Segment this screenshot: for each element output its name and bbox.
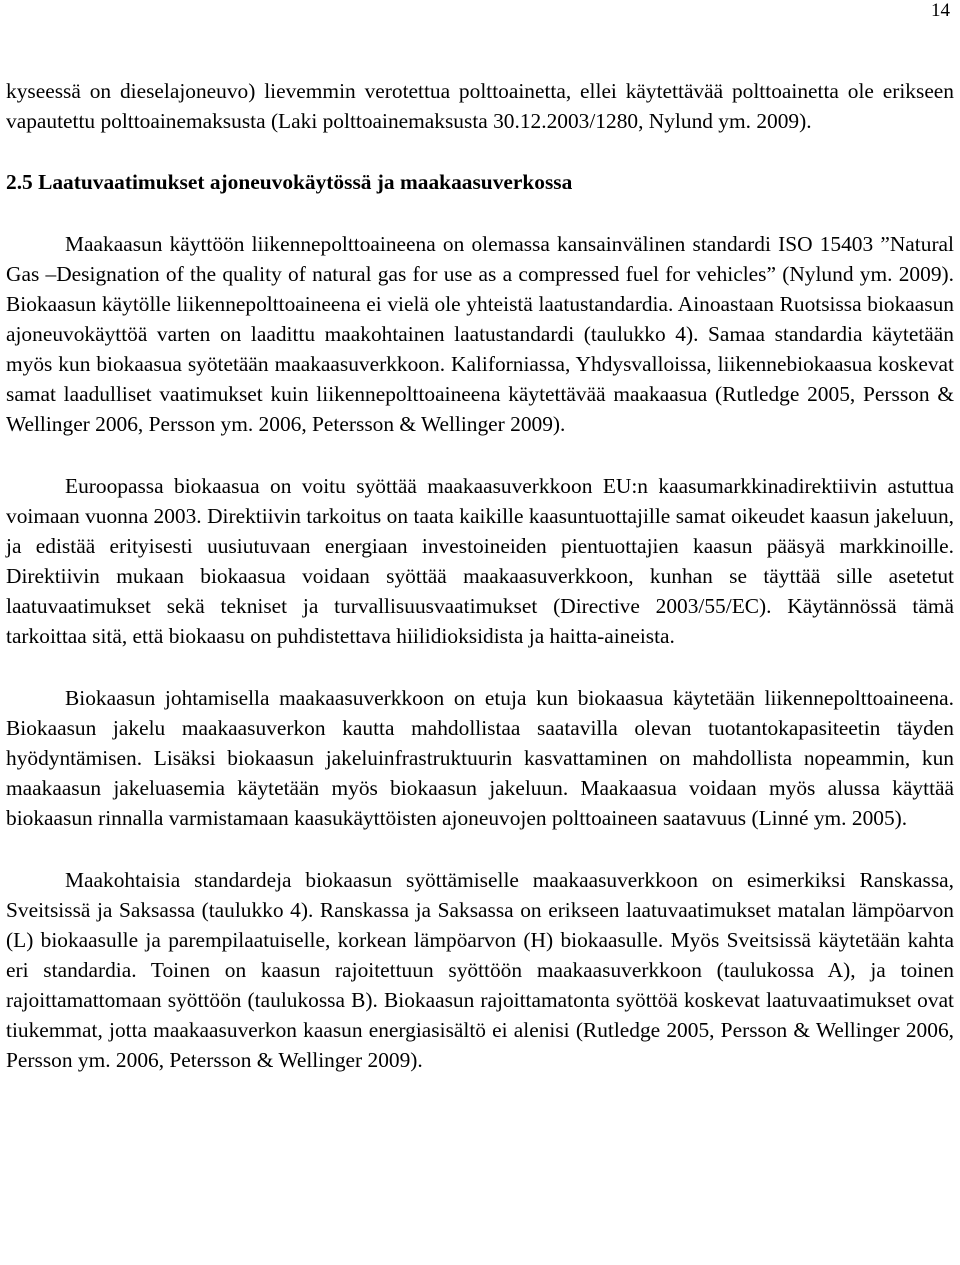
paragraph-europe: Euroopassa biokaasua on voitu syöttää maakaasuverkkoon EU:n kaasumarkkinadirektiivin astuttua voimaan vuonna 2003. Direktiivin tarkoitus on taata kaikille kaasuntuottajille samat oikeudet kaasun jakeluun, ja edistää erityisesti uusiutuvaan energiaan investoineiden pientuottajien kaasun pääsyä markkinoille. Direktiivin mukaan biokaasua voidaan syöttää maakaasuverkkoon, kunhan se täyttää sille asetetut laatuvaatimukset sekä tekniset ja turvallisuusvaatimukset (Directive 2003/55/EC). Käytännössä tämä tarkoittaa sitä, että biokaasu on puhdistettava hiilidioksidista ja haitta-aineista. — [6, 474, 954, 648]
section-heading: 2.5 Laatuvaatimukset ajoneuvokäytössä ja maakaasuverkossa — [6, 170, 573, 194]
continuation-paragraph: kyseessä on dieselajoneuvo) lievemmin verotettua polttoainetta, ellei käytettävää polttoainetta ole erikseen vapautettu polttoainemaksusta (Laki polttoainemaksusta 30.12.2003/1280, Nylund ym. 2009). — [6, 79, 954, 133]
paragraph-standards: Maakaasun käyttöön liikennepolttoaineena on olemassa kansainvälinen standardi ISO 15403 ”Natural Gas –Designation of the quality of natural gas for use as a compressed fuel for vehicles” (Nylund ym. 2009). Biokaasun käytölle liikennepolttoaineena ei vielä ole yhteistä laatustandardia. Ainoastaan Ruotsissa biokaasun ajoneuvokäyttöä varten on laadittu maakohtainen laatustandardi (taulukko 4). Samaa standardia käytetään myös kun biokaasua syötetään maakaasuverkkoon. Kaliforniassa, Yhdysvalloissa, liikennebiokaasua koskevat samat laadulliset vaatimukset kuin liikennepolttoaineena käytettävää maakaasua (Rutledge 2005, Persson & Wellinger 2006, Persson ym. 2006, Petersson & Wellinger 2009). — [6, 232, 954, 436]
page-number: 14 — [931, 0, 950, 21]
document-body — [6, 76, 954, 1075]
paragraph-country-standards: Maakohtaisia standardeja biokaasun syöttämiselle maakaasuverkkoon on esimerkiksi Ranskassa, Sveitsissä ja Saksassa (taulukko 4). Ranskassa ja Saksassa on erikseen laatuvaatimukset matalan lämpöarvon (L) biokaasulle ja parempilaatuiselle, korkean lämpöarvon (H) biokaasulle. Myös Sveitsissä käytetään kahta eri standardia. Toinen on kaasun rajoitettuun syöttöön maakaasuverkkoon (taulukossa A), ja toinen rajoittamattomaan syöttöön (taulukossa B). Biokaasun rajoittamatonta syöttöä koskevat laatuvaatimukset ovat tiukemmat, jotta maakaasuverkon kaasun energiasisältö ei alenisi (Rutledge 2005, Persson & Wellinger 2006, Persson ym. 2006, Petersson & Wellinger 2009). — [6, 868, 954, 1072]
paragraph-benefits: Biokaasun johtamisella maakaasuverkkoon on etuja kun biokaasua käytetään liikennepolttoaineena. Biokaasun jakelu maakaasuverkon kautta mahdollistaa saatavilla olevan tuotantokapasiteetin täyden hyödyntämisen. Lisäksi biokaasun jakeluinfrastruktuurin kasvattaminen on mahdollista nopeammin, kun maakaasun jakeluasemia käytetään myös biokaasun jakeluun. Maakaasua voidaan myös alussa käyttää biokaasun rinnalla varmistamaan kaasukäyttöisten ajoneuvojen polttoaineen saatavuus (Linné ym. 2005). — [6, 686, 954, 830]
